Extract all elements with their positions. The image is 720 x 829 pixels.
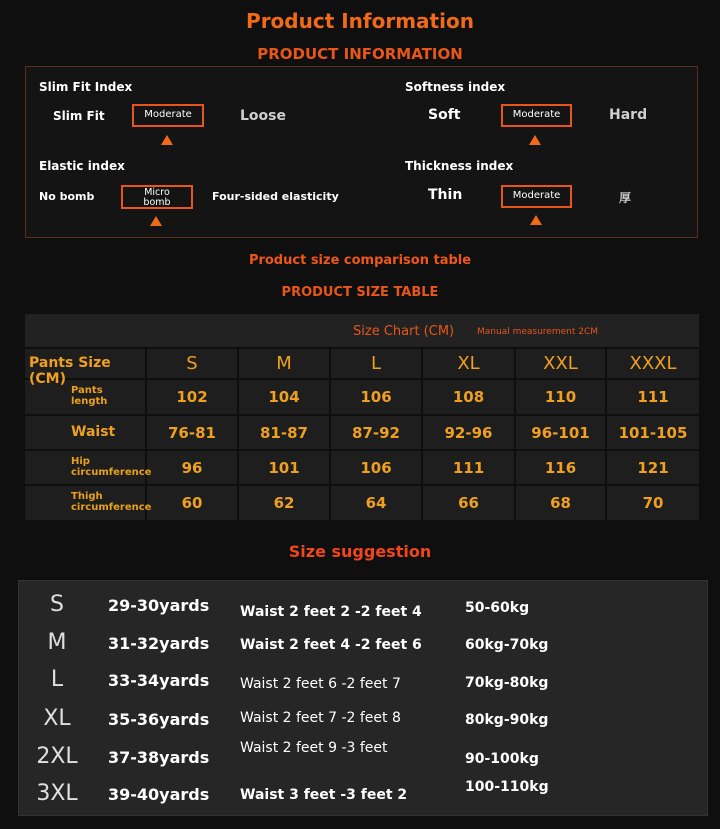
table-value: 62 [273, 494, 295, 512]
table-value: 70 [642, 494, 664, 512]
suggestion-size: S [50, 592, 64, 617]
table-value: 101 [268, 459, 300, 477]
thin-option: Thin [428, 187, 463, 203]
table-value: 96 [181, 459, 203, 477]
suggestion-yards: 31-32yards [108, 634, 210, 653]
slim-fit-moderate-badge: Moderate [132, 104, 204, 127]
suggestion-weight: 90-100kg [465, 751, 539, 767]
table-value: 68 [550, 494, 571, 512]
thick-option: 厚 [619, 191, 632, 205]
row-label-line1: Pants [71, 385, 103, 396]
suggestion-yards: 35-36yards [108, 710, 210, 729]
page-title: Product Information [246, 9, 474, 33]
suggestion-size: 2XL [36, 744, 78, 769]
size-suggestion-title: Size suggestion [288, 542, 432, 561]
suggestion-size: M [47, 630, 67, 655]
suggestion-yards: 33-34yards [108, 671, 210, 690]
micro-bomb-line2: bomb [143, 197, 171, 208]
suggestion-size: 3XL [36, 781, 78, 806]
thickness-moderate-badge: Moderate [501, 185, 572, 208]
elastic-index-label: Elastic index [39, 159, 125, 173]
size-header-xl: XL [457, 353, 480, 374]
table-value: 111 [637, 388, 669, 406]
row-label-line1: Hip [71, 456, 90, 467]
thickness-indicator-arrow [530, 215, 542, 225]
table-value: 104 [268, 388, 300, 406]
suggestion-waist: Waist 2 feet 4 -2 feet 6 [240, 637, 422, 653]
row-label-line2: circumference [71, 467, 152, 478]
suggestion-weight: 70kg-80kg [465, 675, 549, 691]
table-value: 101-105 [618, 424, 688, 442]
elastic-indicator-arrow [150, 216, 162, 226]
page-subtitle: PRODUCT INFORMATION [257, 45, 463, 63]
size-header-m: M [276, 353, 292, 374]
hard-option: Hard [609, 107, 648, 123]
four-sided-elasticity-option: Four-sided elasticity [212, 190, 339, 203]
suggestion-weight: 80kg-90kg [465, 712, 549, 728]
table-value: 66 [458, 494, 479, 512]
soft-option: Soft [428, 107, 461, 123]
table-value: 76-81 [168, 424, 216, 442]
size-header-l: L [370, 353, 382, 374]
suggestion-yards: 37-38yards [108, 748, 210, 767]
table-value: 92-96 [444, 424, 493, 442]
slim-fit-indicator-arrow [161, 135, 173, 145]
table-value: 121 [637, 459, 669, 477]
row-label-waist: Waist [71, 424, 116, 440]
table-value: 111 [452, 459, 485, 477]
slim-fit-option: Slim Fit [53, 109, 105, 123]
size-comparison-title: Product size comparison table [248, 253, 472, 268]
size-table-subtitle: PRODUCT SIZE TABLE [281, 285, 439, 300]
table-value: 108 [452, 388, 485, 406]
row-label-line1: Thigh [71, 491, 103, 502]
suggestion-weight: 100-110kg [465, 779, 549, 795]
micro-bomb-badge [121, 185, 193, 209]
thickness-index-label: Thickness index [405, 159, 514, 173]
micro-bomb-line1: Micro [144, 187, 170, 198]
table-value: 96-101 [531, 424, 590, 442]
suggestion-weight: 60kg-70kg [465, 637, 549, 653]
size-header-xxxl: XXXL [629, 353, 677, 374]
suggestion-waist: Waist 3 feet -3 feet 2 [240, 787, 408, 803]
suggestion-yards: 39-40yards [108, 785, 210, 804]
size-header-xxl: XXL [543, 353, 578, 374]
table-value: 102 [176, 388, 208, 406]
suggestion-waist: Waist 2 feet 2 -2 feet 4 [240, 604, 422, 620]
slim-fit-index-label: Slim Fit Index [39, 80, 133, 94]
table-value: 87-92 [352, 424, 400, 442]
loose-option: Loose [240, 108, 286, 124]
row-label-line2: circumference [71, 502, 152, 513]
size-chart-title: Size Chart (CM) [353, 324, 455, 339]
suggestion-waist: Waist 2 feet 9 -3 feet [240, 740, 388, 756]
suggestion-waist: Waist 2 feet 7 -2 feet 8 [240, 710, 401, 726]
pants-size-label: Pants Size (CM) [29, 355, 111, 387]
suggestion-waist: Waist 2 feet 6 -2 feet 7 [240, 676, 401, 692]
table-value: 110 [544, 388, 577, 406]
suggestion-size: L [50, 667, 64, 692]
suggestion-yards: 29-30yards [108, 596, 210, 615]
table-value: 60 [181, 494, 203, 512]
table-value: 116 [544, 459, 577, 477]
no-bomb-option: No bomb [39, 190, 95, 203]
table-value: 64 [365, 494, 387, 512]
softness-moderate-badge: Moderate [501, 104, 572, 127]
softness-index-label: Softness index [405, 80, 506, 94]
softness-indicator-arrow [529, 135, 541, 145]
suggestion-weight: 50-60kg [465, 600, 530, 616]
table-value: 106 [360, 388, 392, 406]
row-label-line2: length [71, 396, 108, 407]
table-value: 81-87 [260, 424, 308, 442]
suggestion-size: XL [43, 706, 71, 731]
measurement-note: Manual measurement 2CM [477, 327, 598, 337]
table-value: 106 [360, 459, 392, 477]
size-header-s: S [186, 353, 198, 374]
